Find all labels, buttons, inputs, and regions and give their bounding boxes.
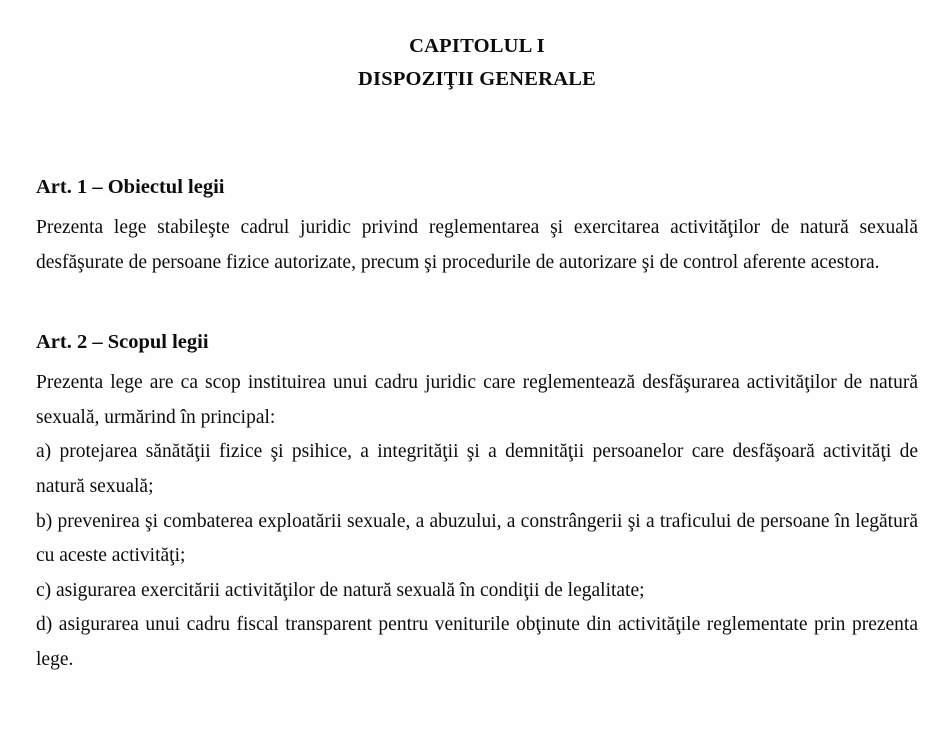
article-2-item-d: d) asigurarea unui cadru fiscal transparent pentru veniturile obţinute din activităţile reglementate prin prezenta lege. [36,614,918,670]
chapter-title: CAPITOLUL I [409,35,545,57]
article-2-item-b: b) prevenirea şi combaterea exploatării sexuale, a abuzului, a constrângerii şi a traficului de persoane în legătură cu aceste activităţi; [36,510,918,567]
article-2-heading: Art. 2 – Scopul legii [36,331,209,354]
article-1-paragraph: Prezenta lege stabileşte cadrul juridic privind reglementarea şi exercitarea activităţilor de natură sexuală desfăşurate de persoane fizice autorizate, precum şi procedurile de autorizare şi de control aferente acestora. [36,217,918,273]
article-2-item-a: a) protejarea sănătăţii fizice şi psihice, a integrităţii şi a demnităţii persoanelor care desfăşoară activităţi de natură sexuală; [36,441,918,497]
article-2-item-c: c) asigurarea exercitării activităţilor de natură sexuală în condiţii de legalitate; [36,579,645,601]
chapter-subtitle: DISPOZIŢII GENERALE [358,68,596,90]
article-2 [36,325,918,677]
article-1-heading: Art. 1 – Obiectul legii [36,176,225,198]
article-1 [36,170,918,280]
article-2-intro-paragraph: Prezenta lege are ca scop instituirea unui cadru juridic care reglementează desfăşurarea activităţilor de natură sexuală, urmărind în principal: [36,372,918,428]
